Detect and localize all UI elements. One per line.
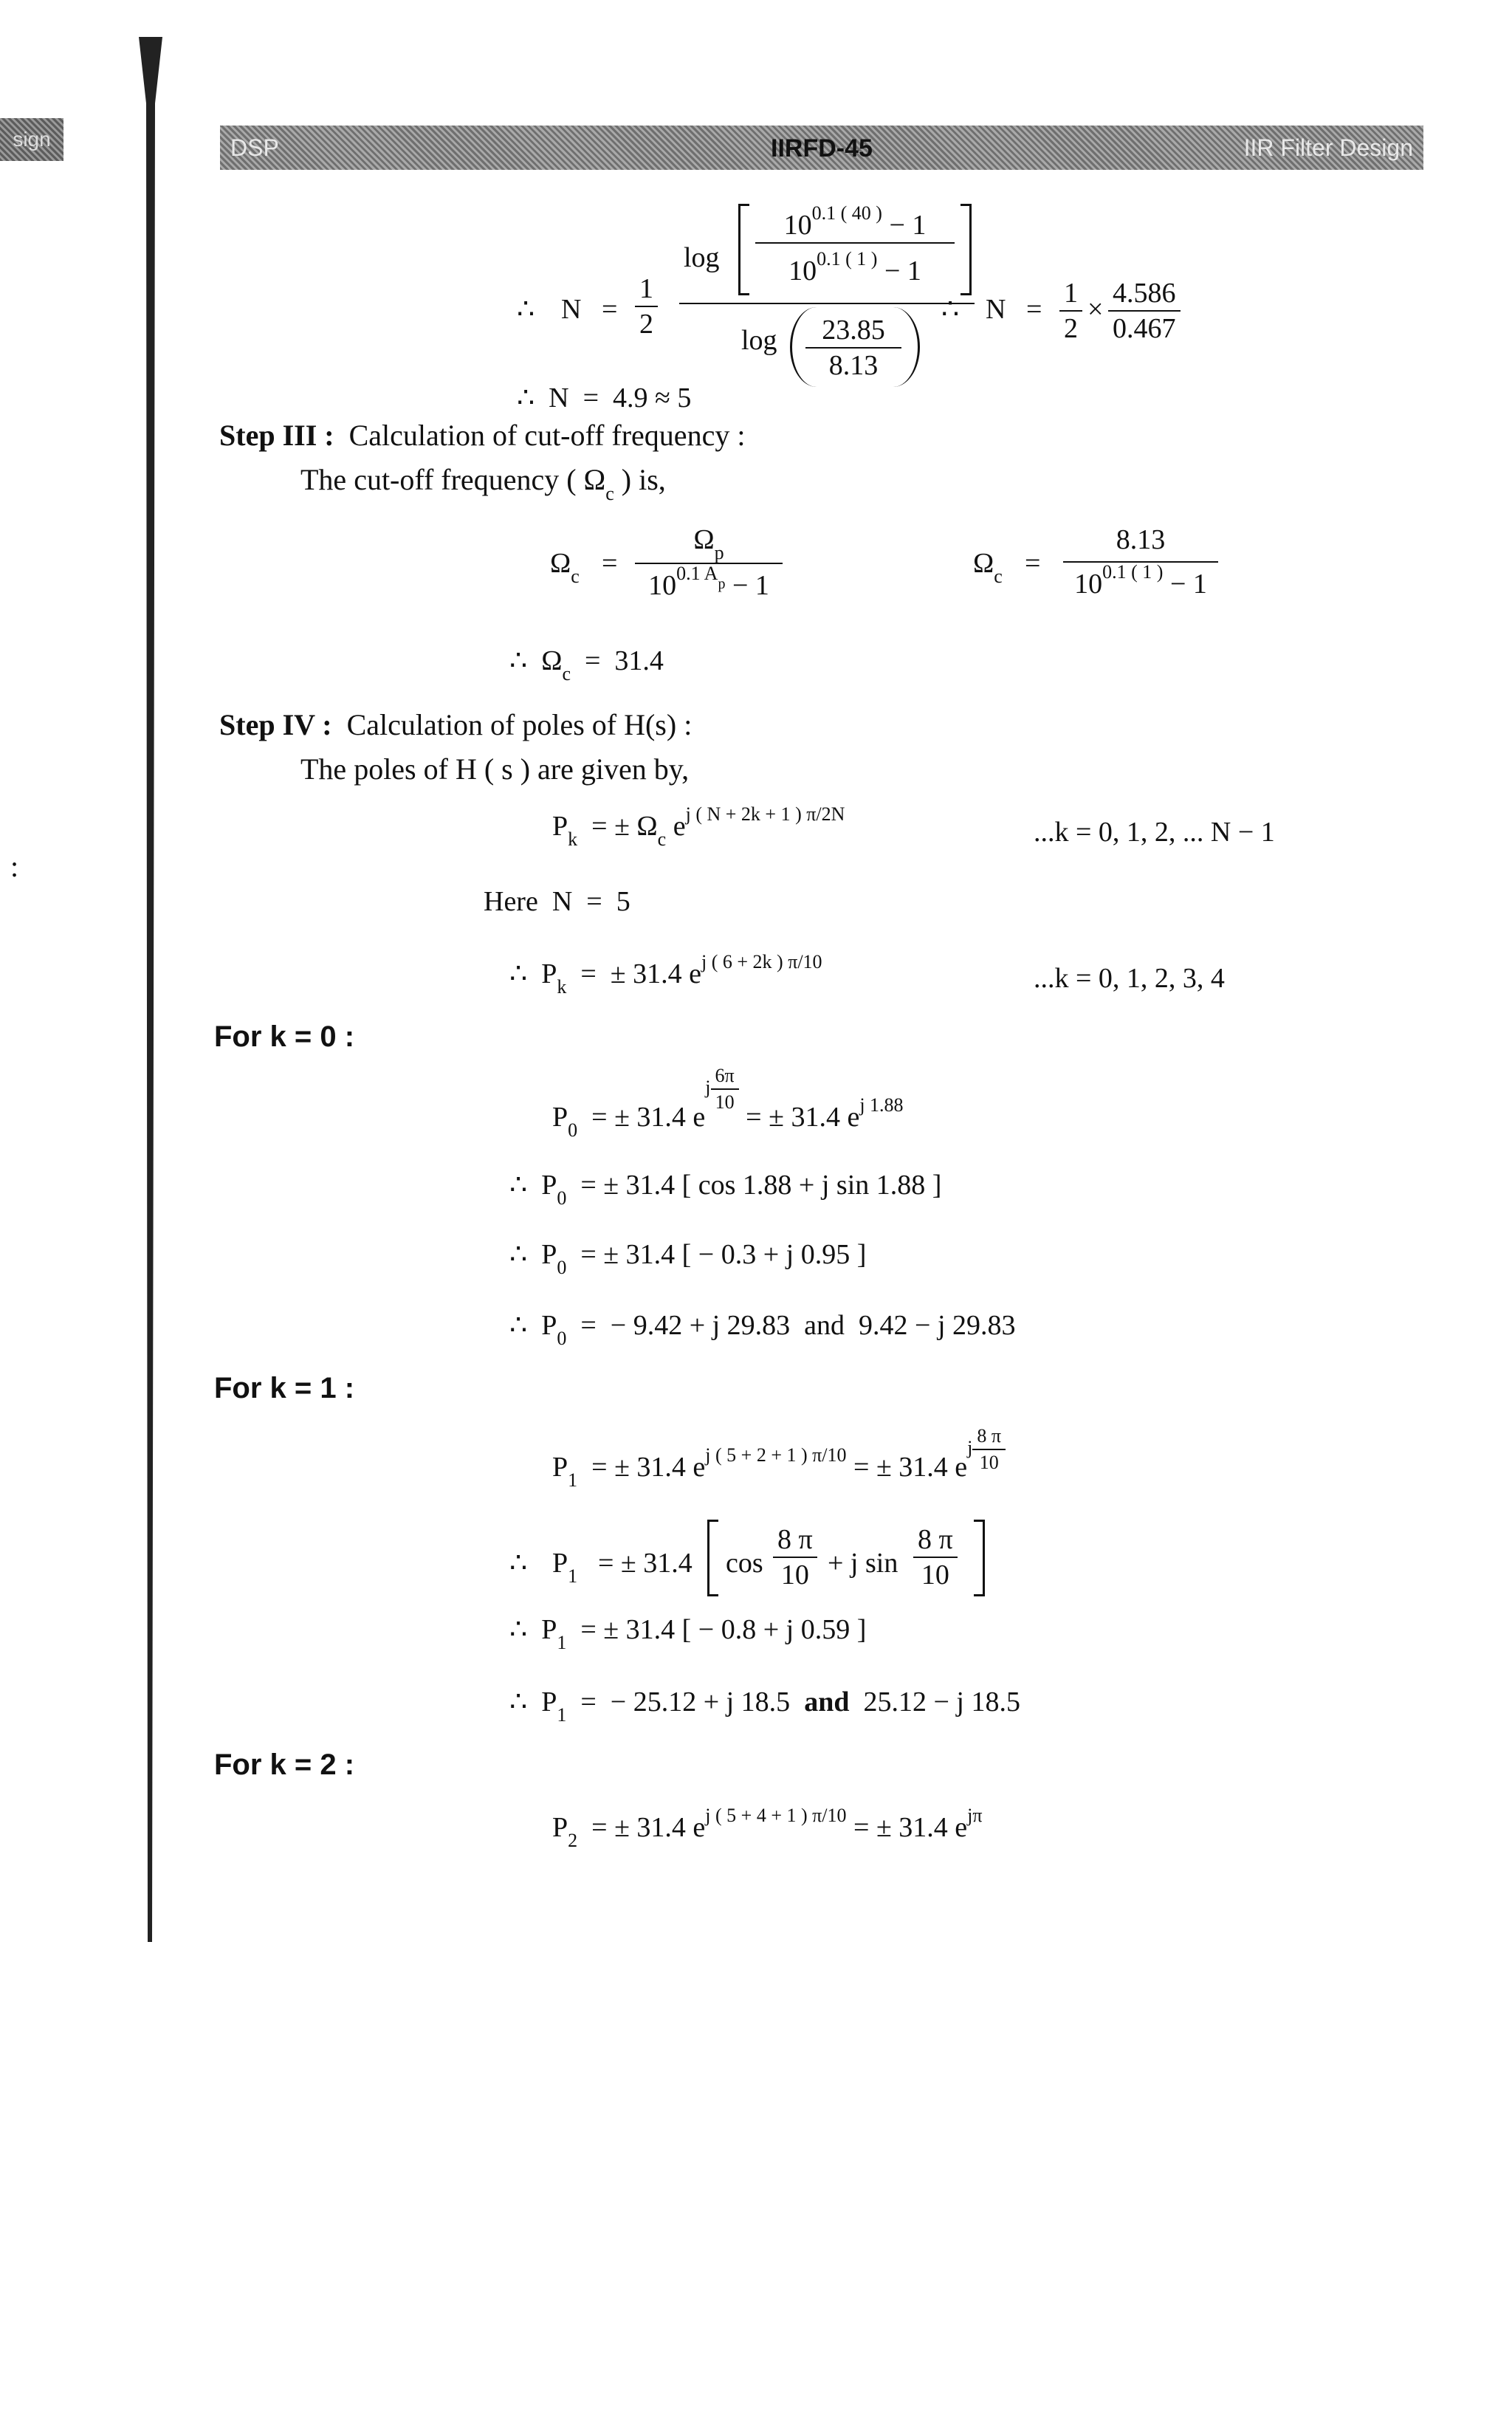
binding-line bbox=[137, 37, 164, 1942]
case-k1-heading: For k = 1 : bbox=[214, 1372, 355, 1404]
eq-cutoff-result: ∴ $\Omega_c = 31.4$ bbox=[509, 645, 664, 684]
eq-p1-numeric: ∴ $P_1$ = ± 31.4 [ − 0.8 + j 0.59 ] bbox=[509, 1614, 867, 1653]
k-range-general: ...k = 0, 1, 2, ... N − 1 bbox=[1034, 817, 1275, 848]
header-right: IIR Filter Design bbox=[1243, 134, 1413, 161]
eq-poles-specific: ∴ $P_k$ = ± 31.4 $e^{j ( 6 + 2k ) \pi/10}$ bbox=[509, 951, 822, 998]
eq-poles-general: $P_k$ = ± $\Omega_c$ $e^{j ( N + 2k + 1 ) \pi/2N}$ bbox=[552, 803, 845, 850]
step-4-intro: The poles of H ( s ) are given by, bbox=[300, 752, 690, 786]
margin-tab-label: sign bbox=[13, 128, 51, 151]
header-left: DSP bbox=[230, 134, 279, 161]
eq-p1-exp: $P_1$ = ± 31.4 $e^{j ( 5 + 2 + 1 ) \pi/10}$ = ± 31.4 ej $\frac{8 \pi}{10}$ bbox=[552, 1449, 1006, 1495]
eq-p0-result: ∴ $P_0$ = − 9.42 + j 29.83 and 9.42 − j 29.83 bbox=[509, 1310, 1016, 1349]
here-n: Here N = 5 bbox=[484, 886, 630, 917]
big-fraction: log $10^{0.1 ( 40 )} - 1$ $10^{0.1 ( 1 )} - 1$ log 23.85 8.13 bbox=[679, 199, 975, 400]
eq-p0-exp: $P_0$ = ± 31.4 ej $\frac{6\pi}{10}$ = ± 31.4 $e^{j 1.88}$ bbox=[552, 1065, 904, 1141]
k-range-specific: ...k = 0, 1, 2, 3, 4 bbox=[1034, 963, 1225, 994]
margin-tab bbox=[0, 118, 63, 161]
step-3-intro: The cut-off frequency ( $\Omega_c$ ) is, bbox=[300, 463, 666, 504]
eq-p2-exp: $P_2$ = ± 31.4 $e^{j ( 5 + 4 + 1 ) \pi/10}$ = ± 31.4 $e^{j\pi}$ bbox=[552, 1805, 983, 1851]
page-header bbox=[220, 126, 1423, 170]
eq-n-result: ∴ N = 4.9 ≈ 5 bbox=[517, 382, 692, 413]
header-center: IIRFD-45 bbox=[771, 134, 873, 162]
eq-p0-numeric: ∴ $P_0$ = ± 31.4 [ − 0.3 + j 0.95 ] bbox=[509, 1239, 867, 1278]
step-4-heading: Step IV : Calculation of poles of H(s) : bbox=[219, 708, 693, 741]
case-k0-heading: For k = 0 : bbox=[214, 1020, 355, 1053]
case-k2-heading: For k = 2 : bbox=[214, 1749, 355, 1781]
eq-p0-trig: ∴ $P_0$ = ± 31.4 [ cos 1.88 + j sin 1.88 ] bbox=[509, 1170, 942, 1209]
eq-p1-result: ∴ $P_1$ = − 25.12 + j 18.5 and 25.12 − j 18.5 bbox=[509, 1686, 1020, 1726]
margin-colon: : bbox=[10, 850, 19, 883]
step-3-heading: Step III : Calculation of cut-off frequency : bbox=[219, 419, 746, 452]
